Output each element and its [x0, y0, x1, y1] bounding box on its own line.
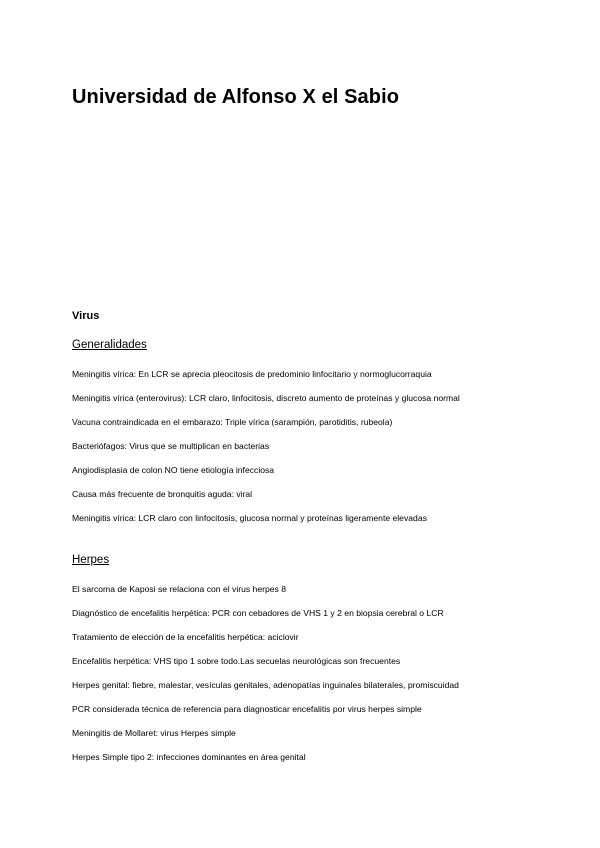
list-item: Angiodisplasia de colon NO tiene etiología infecciosa: [72, 465, 275, 475]
list-item: El sarcoma de Kaposi se relaciona con el virus herpes 8: [72, 584, 287, 594]
list-item: Causa más frecuente de bronquitis aguda: viral: [72, 489, 253, 499]
list-item: Herpes Simple tipo 2: infecciones dominantes en área genital: [72, 752, 306, 762]
chapter-heading: Virus: [72, 310, 100, 322]
section-heading-herpes: Herpes: [72, 554, 110, 566]
list-item: PCR considerada técnica de referencia para diagnosticar encefalitis por virus herpes simple: [72, 704, 422, 714]
list-item: Bacteriófagos: Virus que se multiplican en bacterias: [72, 441, 270, 451]
list-item: Meningitis vírica: En LCR se aprecia pleocitosis de predominio linfocitario y normoglucorraquia: [72, 369, 432, 379]
list-item: Meningitis vírica (enterovirus): LCR claro, linfocitosis, discreto aumento de proteínas y glucosa normal: [72, 393, 460, 403]
list-item: Encefalitis herpética: VHS tipo 1 sobre todo.Las secuelas neurológicas son frecuentes: [72, 656, 401, 666]
generalidades-list: [72, 369, 460, 537]
section-heading-generalidades: Generalidades: [72, 339, 147, 351]
document-title: Universidad de Alfonso X el Sabio: [72, 86, 400, 108]
list-item: Meningitis de Mollaret: virus Herpes simple: [72, 728, 236, 738]
list-item: Vacuna contraindicada en el embarazo: Triple vírica (sarampión, parotiditis, rubeola): [72, 417, 393, 427]
list-item: Diagnóstico de encefalitis herpética: PCR con cebadores de VHS 1 y 2 en biopsia cerebral o LCR: [72, 608, 444, 618]
list-item: Herpes genital: fiebre, malestar, vesículas genitales, adenopatías inguinales bilaterales, promiscuidad: [72, 680, 459, 690]
herpes-list: [72, 584, 459, 776]
list-item: Tratamiento de elección de la encefalitis herpética: aciclovir: [72, 632, 299, 642]
list-item: Meningitis vírica: LCR claro con linfocitosis, glucosa normal y proteínas ligeramente elevadas: [72, 513, 427, 523]
